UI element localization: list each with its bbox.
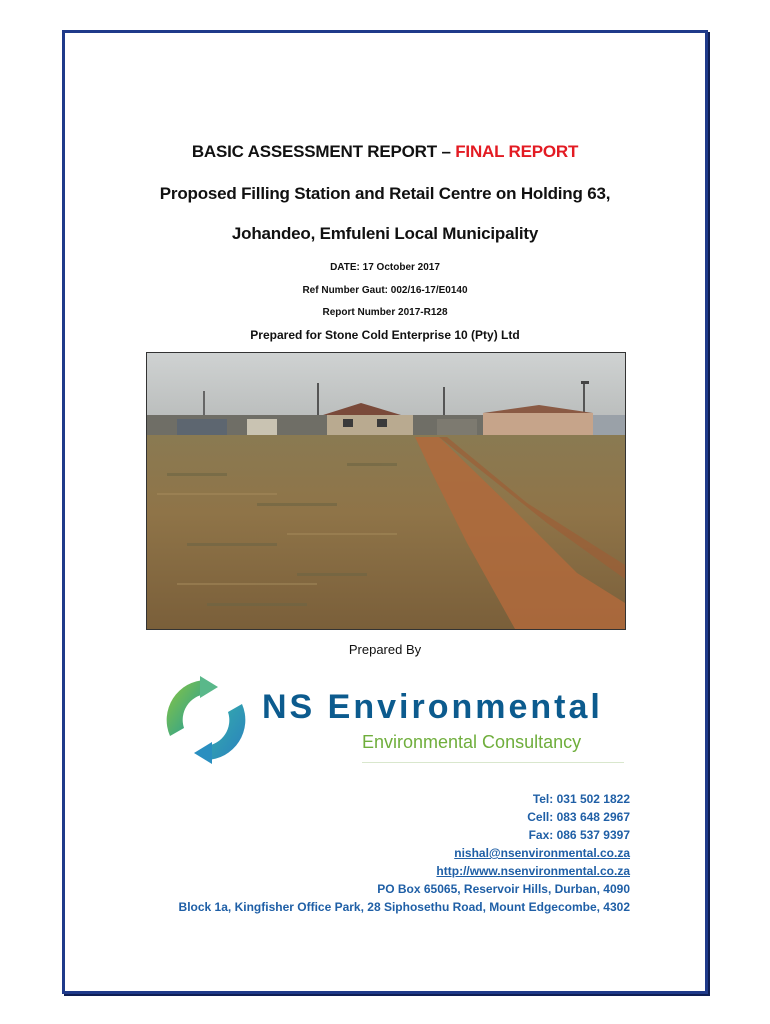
report-title-final: FINAL REPORT <box>455 142 579 161</box>
report-title <box>62 142 708 162</box>
reference-number: Ref Number Gaut: 002/16-17/E0140 <box>302 285 468 296</box>
company-tagline: Environmental Consultancy <box>362 732 582 752</box>
report-date: DATE: 17 October 2017 <box>330 262 440 273</box>
contact-fax: Fax: 086 537 9397 <box>528 828 630 842</box>
logo-divider <box>362 762 624 763</box>
contact-po-box: PO Box 65065, Reservoir Hills, Durban, 4090 <box>377 882 630 896</box>
prepared-by-label: Prepared By <box>348 642 422 657</box>
project-title-line1: Proposed Filling Station and Retail Centre on Holding 63, <box>159 184 611 203</box>
project-title-line2: Johandeo, Emfuleni Local Municipality <box>231 224 539 243</box>
contact-email-link[interactable]: nishal@nsenvironmental.co.za <box>454 846 630 860</box>
contact-tel: Tel: 031 502 1822 <box>532 792 630 806</box>
contact-block <box>110 790 630 916</box>
contact-website-link[interactable]: http://www.nsenvironmental.co.za <box>436 864 630 878</box>
contact-address: Block 1a, Kingfisher Office Park, 28 Siphosethu Road, Mount Edgecombe, 4302 <box>178 900 630 914</box>
company-name: NS Environmental <box>262 688 603 726</box>
site-photo <box>146 352 626 630</box>
report-number: Report Number 2017-R128 <box>322 307 448 318</box>
contact-cell: Cell: 083 648 2967 <box>527 810 630 824</box>
prepared-for: Prepared for Stone Cold Enterprise 10 (Pty) Ltd <box>250 328 520 342</box>
ns-environmental-logo-icon <box>160 674 252 771</box>
report-title-main: BASIC ASSESSMENT REPORT – <box>191 142 456 161</box>
